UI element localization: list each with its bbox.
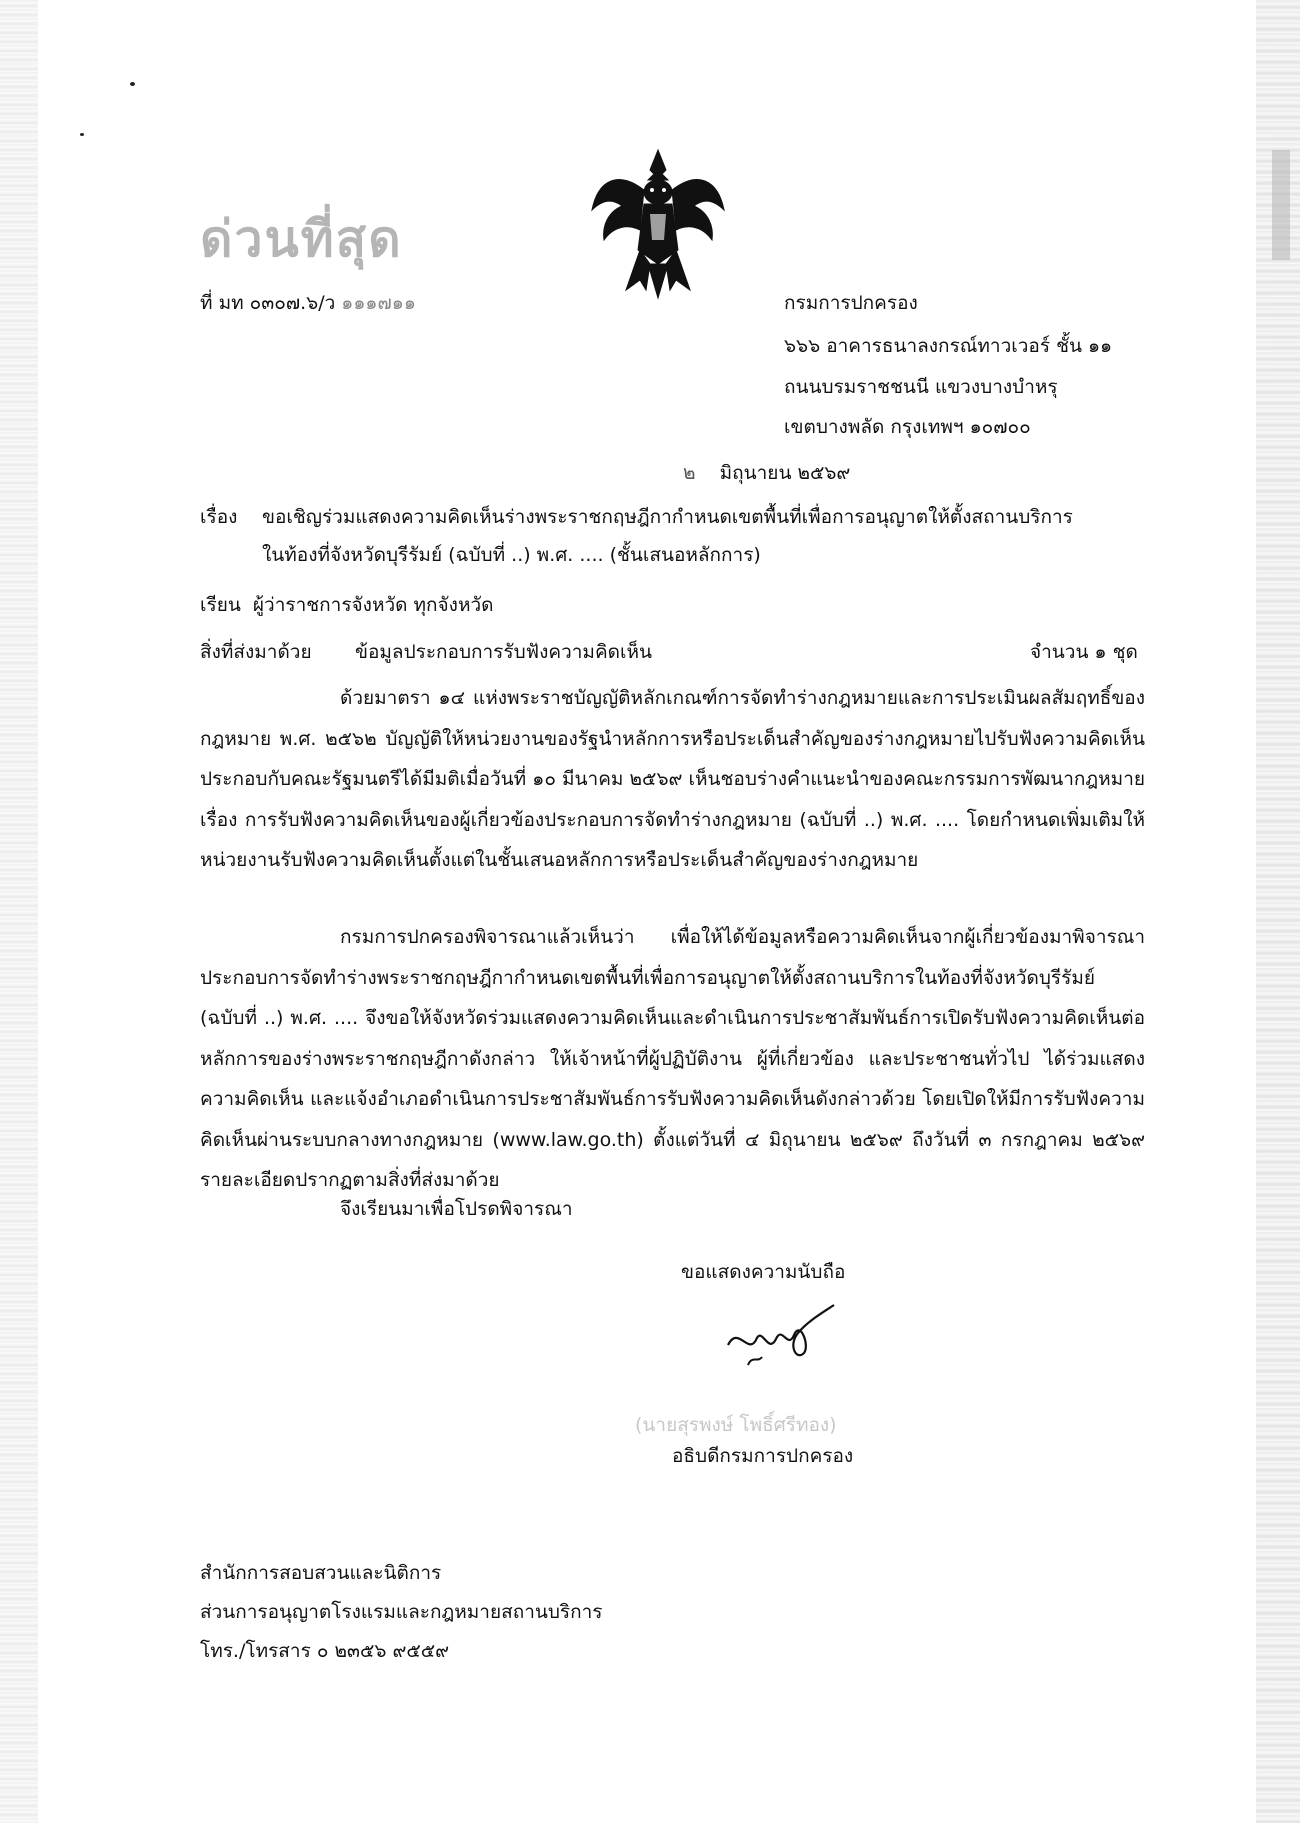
scan-speck	[80, 133, 84, 136]
handwritten-date-day: ๒	[683, 462, 696, 484]
closing-line: จึงเรียนมาเพื่อโปรดพิจารณา	[340, 1198, 573, 1220]
subject-label: เรื่อง	[200, 506, 238, 528]
agency-address-line: ถนนบรมราชชนนี แขวงบางบำหรุ	[784, 376, 1058, 398]
body-paragraph-2: กรมการปกครองพิจารณาแล้วเห็นว่า เพื่อให้ได้ข้อมูลหรือความคิดเห็นจากผู้เกี่ยวข้องมาพิจารณาประกอบการจัดทำร่างพระราชกฤษฎีกากำหนดเขตพื้นที่เพื่อการอนุญาตให้ตั้งสถานบริการในท้องที่จังหวัดบุรีรัมย์ (ฉบับที่ ..) พ.ศ. .... จึงขอให้จังหวัดร่วมแสดงความคิดเห็นและดำเนินการประชาสัมพันธ์การเปิดรับฟังความคิดเห็นต่อหลักการของร่างพระราชกฤษฎีกาดังกล่าว ให้เจ้าหน้าที่ผู้ปฏิบัติงาน ผู้ที่เกี่ยวข้อง และประชาชนทั่วไป ได้ร่วมแสดงความคิดเห็น และแจ้งอำเภอดำเนินการประชาสัมพันธ์การรับฟังความคิดเห็นดังกล่าวด้วย โดยเปิดให้มีการรับฟังความคิดเห็นผ่านระบบกลางทางกฎหมาย (www.law.go.th) ตั้งแต่วันที่ ๔ มิถุนายน ๒๕๖๙ ถึงวันที่ ๓ กรกฎาคม ๒๕๖๙ รายละเอียดปรากฏตามสิ่งที่ส่งมาด้วย	[200, 926, 1145, 1191]
signer-name: (นายสุรพงษ์ โพธิ์ศรีทอง)	[635, 1414, 837, 1436]
office-division: ส่วนการอนุญาตโรงแรมและกฎหมายสถานบริการ	[200, 1601, 603, 1623]
urgency-stamp: ด่วนที่สุด	[200, 209, 403, 268]
scan-speck	[130, 82, 135, 86]
garuda-emblem-icon	[588, 140, 728, 300]
handwritten-ref-number: ๑๑๑๗๑๑	[341, 292, 416, 314]
scan-edge-right	[1256, 0, 1300, 1823]
office-phone: โทร./โทรสาร ๐ ๒๓๕๖ ๙๕๕๙	[200, 1640, 450, 1662]
scan-edge-left	[0, 0, 38, 1823]
signature-icon	[718, 1295, 838, 1375]
enclosure-text: ข้อมูลประกอบการรับฟังความคิดเห็น	[355, 641, 653, 663]
salutation: เรียน ผู้ว่าราชการจังหวัด ทุกจังหวัด	[200, 594, 494, 616]
agency-address-line: เขตบางพลัด กรุงเทพฯ ๑๐๗๐๐	[784, 416, 1031, 438]
enclosure-label: สิ่งที่ส่งมาด้วย	[200, 641, 312, 663]
agency-address-line: ๖๖๖ อาคารธนาลงกรณ์ทาวเวอร์ ชั้น ๑๑	[784, 335, 1113, 357]
reference-number: ที่ มท ๐๓๐๗.๖/ว ๑๑๑๗๑๑	[200, 292, 416, 314]
office-name: สำนักการสอบสวนและนิติการ	[200, 1562, 442, 1584]
regards-line: ขอแสดงความนับถือ	[681, 1261, 846, 1283]
signer-title: อธิบดีกรมการปกครอง	[672, 1445, 854, 1467]
enclosure-count: จำนวน ๑ ชุด	[1030, 641, 1138, 663]
body-paragraph-1: ด้วยมาตรา ๑๔ แห่งพระราชบัญญัติหลักเกณฑ์การจัดทำร่างกฎหมายและการประเมินผลสัมฤทธิ์ของกฎหมาย พ.ศ. ๒๕๖๒ บัญญัติให้หน่วยงานของรัฐนำหลักการหรือประเด็นสำคัญของร่างกฎหมายไปรับฟังความคิดเห็น ประกอบกับคณะรัฐมนตรีได้มีมติเมื่อวันที่ ๑๐ มีนาคม ๒๕๖๙ เห็นชอบร่างคำแนะนำของคณะกรรมการพัฒนากฎหมาย เรื่อง การรับฟังความคิดเห็นของผู้เกี่ยวข้องประกอบการจัดทำร่างกฎหมาย (ฉบับที่ ..) พ.ศ. .... โดยกำหนดเพิ่มเติมให้หน่วยงานรับฟังความคิดเห็นตั้งแต่ในชั้นเสนอหลักการหรือประเด็นสำคัญของร่างกฎหมาย	[200, 687, 1145, 871]
agency-name: กรมการปกครอง	[784, 292, 918, 314]
subject-line-1: ขอเชิญร่วมแสดงความคิดเห็นร่างพระราชกฤษฎีกากำหนดเขตพื้นที่เพื่อการอนุญาตให้ตั้งสถานบริการ	[262, 506, 1073, 528]
subject-line-2: ในท้องที่จังหวัดบุรีรัมย์ (ฉบับที่ ..) พ.ศ. .... (ชั้นเสนอหลักการ)	[262, 544, 761, 566]
letter-date: ๒ มิถุนายน ๒๕๖๙	[683, 462, 851, 484]
